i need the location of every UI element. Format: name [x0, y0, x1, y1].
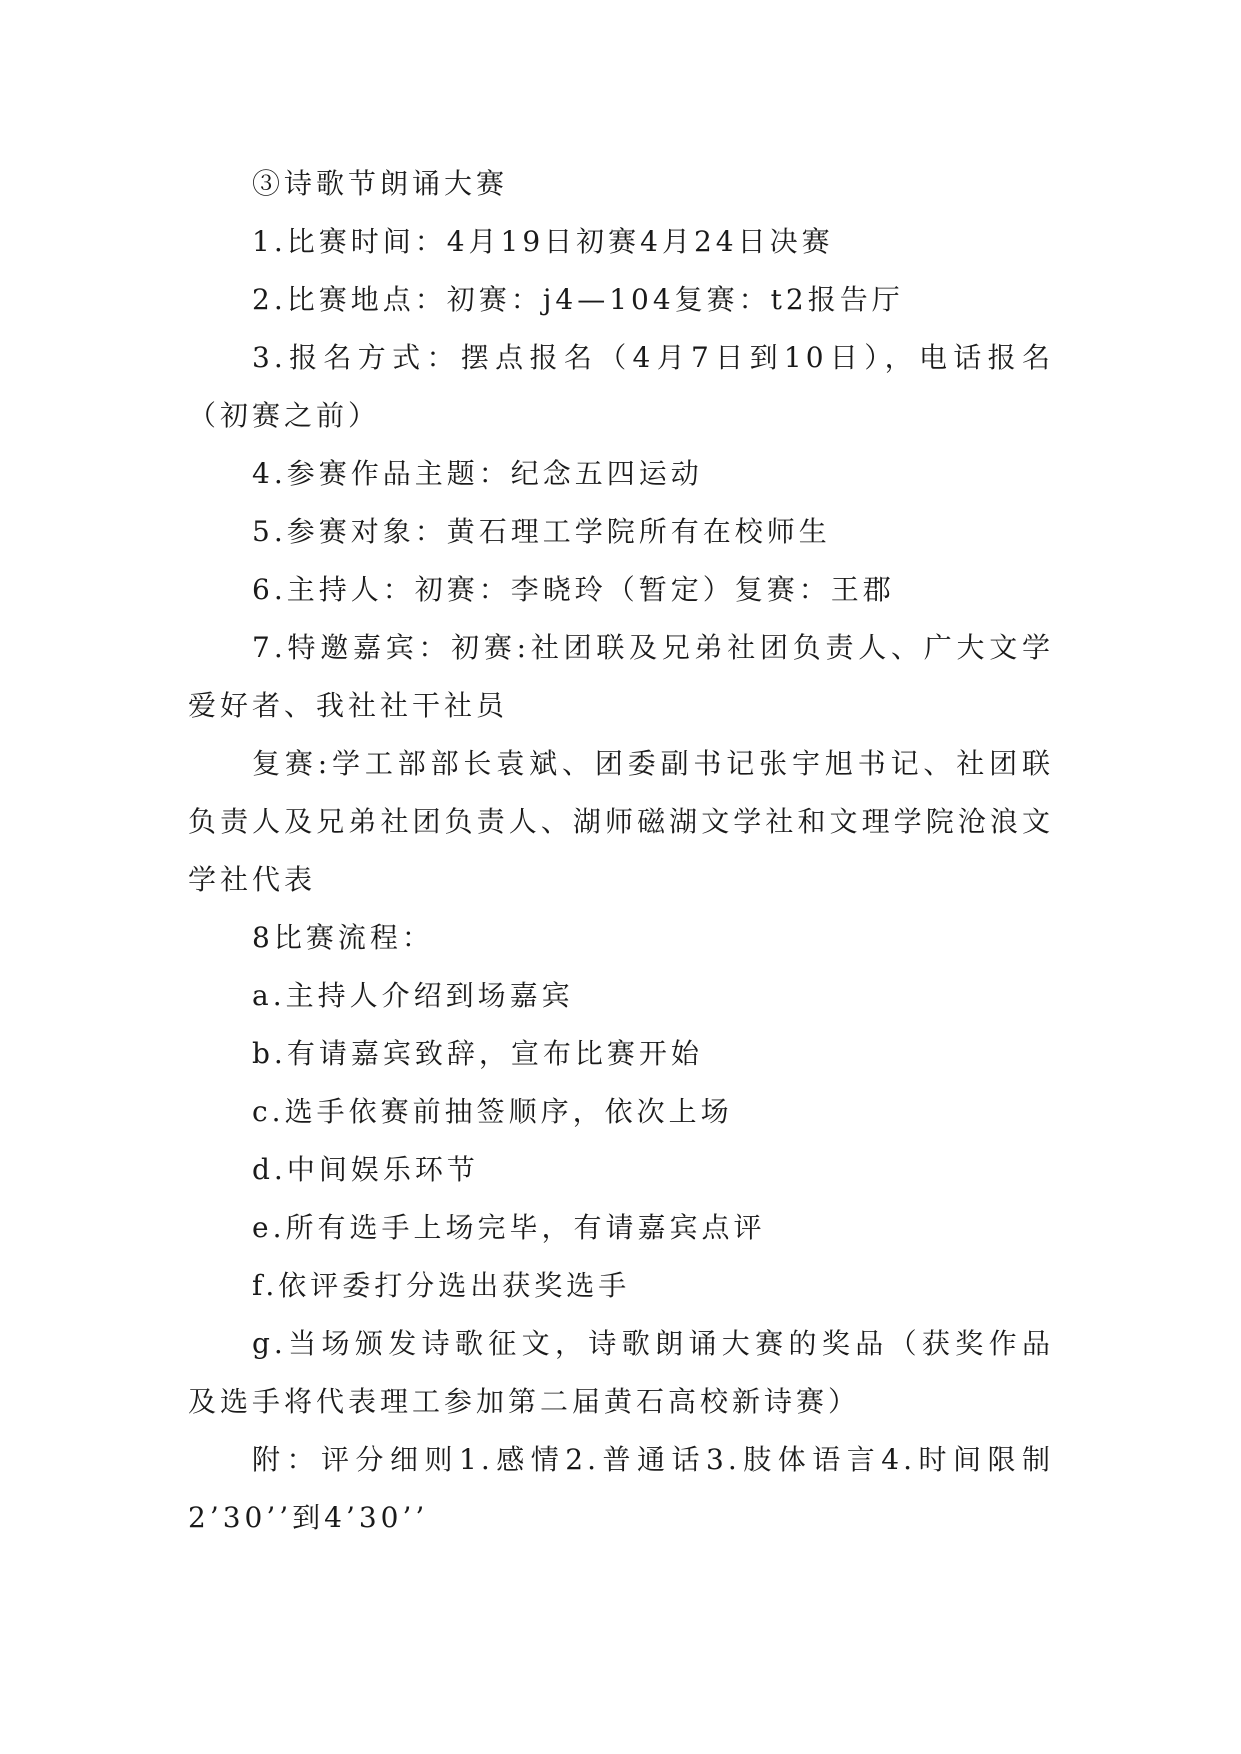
- process-heading: 8比赛流程：: [252, 921, 434, 954]
- hosts: 6.主持人：初赛：李晓玲（暂定）复赛：王郡: [252, 573, 895, 606]
- guests-preliminary: 7.特邀嘉宾：初赛:社团联及兄弟社团负责人、广大文学爱好者、我社社干社员: [188, 631, 1054, 722]
- scoring-appendix: 附：评分细则1.感情2.普通话3.肢体语言4.时间限制2’30’’到4’30’’: [188, 1443, 1054, 1534]
- competition-time: 1.比赛时间：4月19日初赛4月24日决赛: [252, 225, 834, 258]
- section-heading: ③诗歌节朗诵大赛: [252, 167, 509, 200]
- process-step-e: e.所有选手上场完毕，有请嘉宾点评: [252, 1211, 766, 1244]
- theme: 4.参赛作品主题：纪念五四运动: [252, 457, 703, 490]
- participants: 5.参赛对象：黄石理工学院所有在校师生: [252, 515, 831, 548]
- process-step-b: b.有请嘉宾致辞，宣布比赛开始: [252, 1037, 703, 1070]
- document-body: [188, 155, 1054, 1547]
- process-step-f: f.依评委打分选出获奖选手: [252, 1269, 631, 1302]
- process-step-g: g.当场颁发诗歌征文，诗歌朗诵大赛的奖品（获奖作品及选手将代表理工参加第二届黄石高校新诗赛）: [188, 1327, 1054, 1418]
- process-step-d: d.中间娱乐环节: [252, 1153, 479, 1186]
- process-step-a: a.主持人介绍到场嘉宾: [252, 979, 574, 1012]
- guests-final: 复赛:学工部部长袁斌、团委副书记张宇旭书记、社团联负责人及兄弟社团负责人、湖师磁湖文学社和文理学院沧浪文学社代表: [188, 747, 1054, 896]
- competition-venue: 2.比赛地点：初赛：j4—104复赛：t2报告厅: [252, 283, 904, 316]
- registration-method: 3.报名方式：摆点报名（4月7日到10日），电话报名（初赛之前）: [188, 341, 1054, 432]
- process-step-c: c.选手依赛前抽签顺序，依次上场: [252, 1095, 733, 1128]
